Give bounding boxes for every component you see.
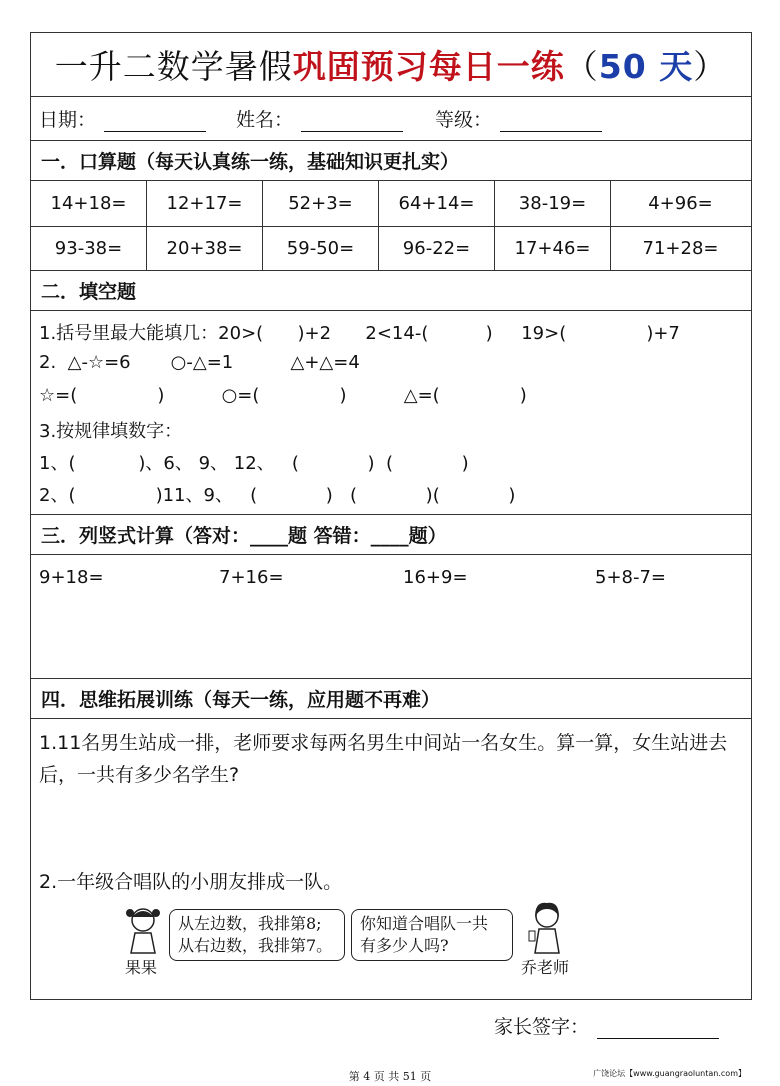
math-cell: 14+18= xyxy=(31,181,147,226)
question-1: 1.11名男生站成一排，老师要求每两名男生中间站一名女生。算一算，女生站进去后，一共有多少名学生? xyxy=(39,732,728,786)
info-row xyxy=(31,97,751,141)
question-2: 2.一年级合唱队的小朋友排成一队。 xyxy=(39,871,343,893)
name-right: 乔老师 xyxy=(521,958,570,977)
girl-figure-icon xyxy=(121,905,165,955)
grade-blank[interactable] xyxy=(500,111,602,132)
fill-in-section xyxy=(31,311,751,515)
worksheet xyxy=(30,32,752,1000)
title-red: 巩固预习每日一练 xyxy=(292,47,565,86)
parent-signature[interactable] xyxy=(494,1012,719,1039)
date-blank[interactable] xyxy=(104,111,206,132)
name-field[interactable] xyxy=(236,105,403,132)
math-cell: 96-22= xyxy=(379,226,495,271)
title-paren-close: ） xyxy=(693,47,728,86)
signature-label: 家长签字： xyxy=(494,1016,590,1038)
date-label: 日期： xyxy=(39,109,97,131)
watermark: 广饶论坛【www.guangraoluntan.com】 xyxy=(593,1069,746,1078)
thinking-section xyxy=(31,719,751,1001)
speech-bubble-left: 从左边数，我排第8; 从右边数，我排第7。 xyxy=(169,909,345,961)
page-footer: 第 4 页 共 51 页 xyxy=(348,1070,432,1083)
section3-heading: 三．列竖式计算（答对：____题 答错：____题） xyxy=(31,515,751,555)
grade-label: 等级： xyxy=(435,109,493,131)
fill-line: 3.按规律填数字： xyxy=(39,421,183,442)
math-cell: 12+17= xyxy=(147,181,263,226)
math-cell: 17+46= xyxy=(495,226,611,271)
section4-heading: 四．思维拓展训练（每天一练，应用题不再难） xyxy=(31,679,751,719)
mental-math-grid xyxy=(31,181,751,271)
fill-line: 2. △-☆=6 ○-△=1 △+△=4 xyxy=(39,352,360,373)
title-black: 一升二数学暑假 xyxy=(54,47,293,86)
section1-heading: 一．口算题（每天认真练一练，基础知识更扎实） xyxy=(31,141,751,181)
calc-item: 16+9= xyxy=(403,567,468,588)
calc-item: 7+16= xyxy=(219,567,284,588)
math-cell: 20+38= xyxy=(147,226,263,271)
title-paren-open: （ xyxy=(564,47,599,86)
grade-field[interactable] xyxy=(435,105,602,132)
math-cell: 52+3= xyxy=(263,181,379,226)
name-label: 姓名： xyxy=(236,109,294,131)
calc-item: 9+18= xyxy=(39,567,104,588)
math-cell: 71+28= xyxy=(642,238,719,259)
math-cell: 93-38= xyxy=(31,226,147,271)
name-blank[interactable] xyxy=(301,111,403,132)
math-cell: 64+14= xyxy=(379,181,495,226)
fill-line: 2、( )11、9、 ( ) ( )( ) xyxy=(39,485,516,506)
fill-line: 1.括号里最大能填几：20>( )+2 2<14-( ) 19>( )+7 xyxy=(39,323,680,344)
title-days: 50 天 xyxy=(598,47,694,86)
fill-line: ☆=( ) ○=( ) △=( ) xyxy=(39,385,527,406)
calc-item: 5+8-7= xyxy=(595,567,667,588)
worksheet-title xyxy=(31,33,751,97)
speech-bubble-right: 你知道合唱队一共 有多少人吗? xyxy=(351,909,513,961)
date-field[interactable] xyxy=(39,105,206,132)
section2-heading: 二．填空题 xyxy=(31,271,751,311)
signature-blank[interactable] xyxy=(597,1018,719,1039)
vertical-calc-section xyxy=(31,555,751,679)
math-cell: 59-50= xyxy=(263,226,379,271)
math-cell: 4+96= xyxy=(648,193,713,214)
name-left: 果果 xyxy=(125,958,158,977)
teacher-figure-icon xyxy=(525,901,569,955)
fill-line: 1、( )、6、 9、 12、 ( ) ( ) xyxy=(39,453,469,474)
math-cell: 38-19= xyxy=(495,181,611,226)
